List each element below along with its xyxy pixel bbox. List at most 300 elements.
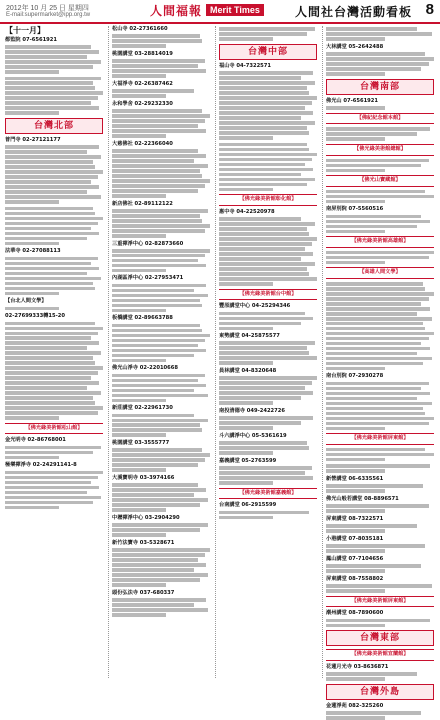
column-3 bbox=[219, 26, 317, 678]
event-text-line bbox=[5, 501, 93, 505]
temple-listing bbox=[326, 282, 434, 370]
temple-listing bbox=[5, 248, 103, 295]
event-text-line bbox=[326, 458, 385, 462]
event-text-line bbox=[5, 262, 91, 266]
event-text-line bbox=[326, 282, 423, 286]
event-text-line bbox=[112, 224, 210, 228]
event-text-line bbox=[326, 327, 425, 331]
event-text-line bbox=[326, 72, 385, 76]
temple-name: 新營講堂 06-6335561 bbox=[326, 475, 384, 482]
temple-listing bbox=[112, 475, 210, 512]
event-text-line bbox=[112, 508, 166, 512]
event-text-line bbox=[219, 116, 301, 120]
column-4 bbox=[326, 26, 434, 709]
temple-name: 斗六講淨中心 05-5361619 bbox=[219, 432, 287, 439]
temple-listing bbox=[5, 37, 103, 74]
event-text-line bbox=[326, 412, 425, 416]
event-text-line bbox=[112, 44, 166, 48]
event-text-line bbox=[112, 433, 166, 437]
event-text-line bbox=[112, 289, 194, 293]
temple-listing bbox=[219, 209, 317, 286]
temple-listing bbox=[112, 101, 210, 138]
event-text-line bbox=[219, 396, 301, 400]
temple-name: 桃園講堂 03-3555777 bbox=[112, 440, 170, 447]
temple-listing bbox=[326, 127, 434, 141]
temple-listing bbox=[112, 405, 210, 437]
temple-listing bbox=[112, 365, 210, 402]
event-text-line bbox=[5, 160, 93, 164]
temple-name: 02-27699333轉15-20 bbox=[5, 313, 66, 320]
page-number: 8 bbox=[425, 1, 434, 18]
temple-listing bbox=[326, 536, 434, 553]
event-text-line bbox=[5, 396, 93, 400]
column-divider bbox=[108, 26, 109, 678]
event-text-line bbox=[5, 175, 98, 179]
event-text-line bbox=[112, 64, 198, 68]
event-text-line bbox=[5, 106, 99, 110]
event-text-line bbox=[5, 227, 91, 231]
event-text-line bbox=[326, 37, 385, 41]
event-text-line bbox=[5, 91, 103, 95]
event-text-line bbox=[219, 71, 313, 75]
event-text-line bbox=[219, 126, 307, 130]
event-text-line bbox=[219, 356, 317, 360]
temple-name: 鳳山講堂 07-7104656 bbox=[326, 555, 384, 562]
event-text-line bbox=[219, 277, 317, 281]
event-text-line bbox=[5, 366, 103, 370]
event-text-line bbox=[5, 332, 98, 336]
event-text-line bbox=[326, 624, 385, 628]
event-text-line bbox=[219, 262, 315, 266]
temple-listing bbox=[219, 303, 317, 330]
event-text-line bbox=[219, 91, 309, 95]
event-text-line bbox=[326, 469, 385, 473]
event-text-line bbox=[219, 451, 273, 455]
gallery-section-heading: 【佛光緣美術館嘉義館】 bbox=[219, 488, 317, 500]
event-text-line bbox=[219, 153, 317, 157]
gallery-section-heading: 【佛光緣美術館台中館】 bbox=[219, 289, 317, 301]
event-text-line bbox=[5, 307, 59, 311]
event-text-line bbox=[5, 101, 91, 105]
event-text-line bbox=[326, 417, 434, 421]
temple-name: 台南講堂 06-2915599 bbox=[219, 502, 277, 509]
event-text-line bbox=[326, 251, 434, 255]
temple-listing bbox=[219, 408, 317, 430]
event-text-line bbox=[5, 217, 103, 221]
event-text-line bbox=[326, 402, 432, 406]
temple-listing bbox=[219, 63, 317, 140]
event-text-line bbox=[219, 168, 313, 172]
event-text-line bbox=[219, 376, 317, 380]
event-text-line bbox=[112, 74, 166, 78]
event-text-line bbox=[326, 569, 385, 573]
event-text-line bbox=[326, 489, 385, 493]
event-text-line bbox=[112, 334, 210, 338]
temple-listing bbox=[112, 315, 210, 362]
gallery-section-heading: 【佛光緣美術館高雄館】 bbox=[326, 236, 434, 248]
event-text-line bbox=[326, 200, 385, 204]
event-text-line bbox=[112, 578, 200, 582]
event-text-line bbox=[219, 178, 315, 182]
event-text-line bbox=[5, 411, 98, 415]
event-text-line bbox=[112, 209, 208, 213]
event-text-line bbox=[326, 106, 385, 110]
event-text-line bbox=[5, 406, 103, 410]
temple-listing bbox=[326, 27, 434, 41]
event-text-line bbox=[5, 496, 101, 500]
event-text-line bbox=[326, 544, 425, 548]
event-text-line bbox=[5, 351, 101, 355]
temple-name: 三重禪淨中心 02-82873660 bbox=[112, 240, 184, 247]
event-text-line bbox=[326, 322, 423, 326]
event-text-line bbox=[112, 174, 202, 178]
event-text-line bbox=[219, 391, 313, 395]
event-text-line bbox=[326, 397, 417, 401]
event-text-line bbox=[112, 458, 205, 462]
event-text-line bbox=[112, 399, 166, 403]
temple-listing bbox=[112, 440, 210, 472]
event-text-line bbox=[112, 419, 208, 423]
event-text-line bbox=[326, 297, 429, 301]
event-text-line bbox=[219, 327, 273, 331]
event-text-line bbox=[112, 259, 198, 263]
event-text-line bbox=[112, 184, 205, 188]
temple-name: 南台別院 07-2930278 bbox=[326, 373, 384, 380]
event-text-line bbox=[219, 247, 305, 251]
event-text-line bbox=[5, 327, 103, 331]
region-banner: 台灣南部 bbox=[326, 79, 434, 95]
event-text-line bbox=[5, 45, 91, 49]
event-text-line bbox=[219, 426, 273, 430]
temple-name: 【台北人間文學】 bbox=[5, 298, 47, 305]
event-text-line bbox=[5, 486, 99, 490]
event-text-line bbox=[5, 446, 101, 450]
event-text-line bbox=[326, 564, 421, 568]
event-text-line bbox=[5, 456, 59, 460]
event-text-line bbox=[5, 336, 91, 340]
event-text-line bbox=[326, 57, 434, 61]
event-text-line bbox=[112, 39, 202, 43]
event-text-line bbox=[112, 119, 205, 123]
event-text-line bbox=[326, 332, 434, 336]
event-text-line bbox=[112, 503, 200, 507]
event-text-line bbox=[326, 307, 430, 311]
event-text-line bbox=[219, 188, 273, 192]
event-text-line bbox=[5, 376, 91, 380]
event-text-line bbox=[112, 324, 200, 328]
event-text-line bbox=[219, 143, 307, 147]
event-text-line bbox=[5, 70, 59, 74]
event-text-line bbox=[5, 287, 95, 291]
temple-name: 屏東講堂 08-7322571 bbox=[326, 515, 384, 522]
temple-listing bbox=[112, 141, 210, 198]
event-text-line bbox=[219, 481, 273, 485]
temple-listing bbox=[326, 556, 434, 573]
event-text-line bbox=[326, 529, 385, 533]
event-text-line bbox=[5, 242, 59, 246]
event-text-line bbox=[5, 356, 93, 360]
event-text-line bbox=[5, 277, 101, 281]
temple-name: 新莊講堂 02-22961730 bbox=[112, 405, 173, 412]
event-text-line bbox=[326, 504, 429, 508]
event-text-line bbox=[112, 34, 200, 38]
event-text-line bbox=[326, 230, 385, 234]
event-text-line bbox=[112, 608, 208, 612]
event-text-line bbox=[112, 229, 205, 233]
temple-name: 大林講堂 05-2642488 bbox=[326, 43, 384, 50]
event-text-line bbox=[112, 214, 200, 218]
event-text-line bbox=[112, 299, 200, 303]
event-text-line bbox=[5, 371, 98, 375]
event-text-line bbox=[112, 189, 198, 193]
event-text-line bbox=[219, 322, 301, 326]
event-text-line bbox=[5, 155, 101, 159]
masthead-logo bbox=[150, 2, 264, 18]
event-text-line bbox=[219, 386, 305, 390]
event-text-line bbox=[5, 55, 87, 59]
event-text-line bbox=[112, 164, 208, 168]
column-1 bbox=[5, 26, 103, 678]
temple-listing bbox=[326, 159, 434, 173]
temple-listing bbox=[326, 464, 434, 473]
event-text-line bbox=[112, 349, 206, 353]
temple-listing bbox=[219, 433, 317, 455]
event-text-line bbox=[326, 169, 385, 173]
event-text-line bbox=[5, 200, 59, 204]
temple-name: 南屏別院 07-5560516 bbox=[326, 206, 384, 213]
event-text-line bbox=[219, 148, 309, 152]
event-text-line bbox=[112, 498, 208, 502]
event-text-line bbox=[5, 180, 91, 184]
event-text-line bbox=[219, 416, 313, 420]
event-text-line bbox=[219, 516, 273, 520]
event-text-line bbox=[112, 89, 194, 93]
event-text-line bbox=[5, 237, 87, 241]
event-text-line bbox=[326, 484, 423, 488]
event-text-line bbox=[112, 463, 198, 467]
event-text-line bbox=[5, 401, 95, 405]
event-text-line bbox=[219, 111, 313, 115]
event-text-line bbox=[326, 347, 430, 351]
temple-listing bbox=[112, 540, 210, 587]
event-text-line bbox=[5, 267, 99, 271]
event-text-line bbox=[326, 422, 429, 426]
temple-listing bbox=[219, 368, 317, 405]
event-text-line bbox=[326, 127, 430, 131]
event-text-line bbox=[112, 304, 202, 308]
temple-name: 金蓮淨苑 082-325260 bbox=[326, 702, 384, 709]
event-text-line bbox=[5, 471, 103, 475]
temple-listing bbox=[112, 515, 210, 537]
event-text-line bbox=[112, 94, 166, 98]
event-text-line bbox=[326, 677, 385, 681]
event-text-line bbox=[219, 96, 317, 100]
temple-listing bbox=[326, 190, 434, 204]
event-text-line bbox=[326, 287, 425, 291]
event-text-line bbox=[5, 322, 95, 326]
temple-listing bbox=[219, 502, 317, 519]
temple-name: 內湖區淨中心 02-27953471 bbox=[112, 275, 184, 282]
temple-name: 員林講堂 04-8320648 bbox=[219, 368, 277, 375]
event-text-line bbox=[326, 453, 434, 457]
event-text-line bbox=[112, 528, 200, 532]
gallery-section-heading: 【佛光緣美術館松山館】 bbox=[5, 423, 103, 435]
gallery-section-heading: 【高雄人間文學】 bbox=[326, 267, 434, 279]
event-text-line bbox=[112, 294, 208, 298]
event-text-line bbox=[326, 427, 385, 431]
event-text-line bbox=[326, 195, 434, 199]
event-text-line bbox=[112, 344, 198, 348]
event-text-line bbox=[5, 292, 59, 296]
event-text-line bbox=[326, 337, 429, 341]
event-text-line bbox=[326, 32, 432, 36]
event-text-line bbox=[326, 716, 385, 720]
event-text-line bbox=[326, 711, 421, 715]
temple-listing bbox=[326, 98, 434, 110]
event-text-line bbox=[112, 154, 206, 158]
event-text-line bbox=[5, 150, 87, 154]
event-text-line bbox=[112, 169, 200, 173]
temple-name: 佛光山淨寺 02-22010668 bbox=[112, 365, 178, 372]
event-text-line bbox=[5, 96, 98, 100]
temple-listing bbox=[326, 251, 434, 265]
event-text-line bbox=[112, 194, 166, 198]
region-banner: 台灣東部 bbox=[326, 630, 434, 646]
temple-listing bbox=[326, 373, 434, 430]
event-text-line bbox=[219, 222, 315, 226]
event-text-line bbox=[219, 32, 307, 36]
temple-name: 佛光山 07-6561921 bbox=[326, 97, 379, 104]
event-text-line bbox=[5, 222, 98, 226]
event-text-line bbox=[5, 272, 87, 276]
event-text-line bbox=[326, 407, 423, 411]
gallery-section-heading: 【佛光緣美術館屏東館】 bbox=[326, 596, 434, 608]
event-text-line bbox=[112, 124, 198, 128]
temple-name: 大慈佛社 02-22366040 bbox=[112, 140, 173, 147]
event-text-line bbox=[5, 481, 91, 485]
event-text-line bbox=[326, 62, 429, 66]
temple-name: 永和學舍 02-29232330 bbox=[112, 100, 173, 107]
temple-listing bbox=[5, 77, 103, 115]
event-text-line bbox=[112, 354, 194, 358]
event-text-line bbox=[5, 212, 95, 216]
temple-listing bbox=[5, 137, 103, 204]
event-text-line bbox=[5, 391, 101, 395]
temple-listing bbox=[112, 590, 210, 617]
gallery-section-heading: 【佛光緣美術館總館】 bbox=[326, 144, 434, 156]
event-text-line bbox=[112, 219, 202, 223]
event-text-line bbox=[326, 672, 417, 676]
event-text-line bbox=[326, 137, 385, 141]
event-text-line bbox=[112, 468, 166, 472]
event-text-line bbox=[5, 165, 95, 169]
temple-name: 新竹法寶寺 03-5328671 bbox=[112, 539, 175, 546]
event-text-line bbox=[5, 341, 99, 345]
temple-listing bbox=[326, 206, 434, 233]
event-text-line bbox=[112, 249, 210, 253]
temple-name: 中壢禪淨中心 03-2904290 bbox=[112, 514, 180, 521]
event-text-line bbox=[112, 548, 210, 552]
event-text-line bbox=[326, 382, 429, 386]
event-text-line bbox=[112, 234, 166, 238]
event-text-line bbox=[5, 50, 99, 54]
event-text-line bbox=[112, 69, 206, 73]
event-text-line bbox=[219, 272, 309, 276]
event-text-line bbox=[219, 76, 301, 80]
event-text-line bbox=[326, 67, 421, 71]
event-text-line bbox=[326, 190, 425, 194]
event-text-line bbox=[5, 111, 59, 115]
temple-name: 惠中寺 04-22520978 bbox=[219, 208, 275, 215]
event-text-line bbox=[5, 190, 87, 194]
temple-listing bbox=[219, 458, 317, 485]
temple-name: 屏東講堂 08-7558802 bbox=[326, 575, 384, 582]
temple-name: 花蓮月光寺 03-8636871 bbox=[326, 663, 389, 670]
gallery-section-heading: 【佛光緣美術館屏東館】 bbox=[326, 433, 434, 445]
event-text-line bbox=[5, 86, 95, 90]
temple-listing bbox=[5, 462, 103, 509]
temple-name: 南投清德寺 049-2422726 bbox=[219, 407, 285, 414]
temple-name: 普門寺 02-27121177 bbox=[5, 136, 61, 143]
event-text-line bbox=[112, 254, 205, 258]
event-text-line bbox=[326, 256, 429, 260]
event-text-line bbox=[5, 361, 95, 365]
event-text-line bbox=[112, 379, 198, 383]
event-text-line bbox=[326, 302, 421, 306]
event-text-line bbox=[5, 170, 103, 174]
event-text-line bbox=[112, 603, 194, 607]
region-banner: 台灣中部 bbox=[219, 44, 317, 60]
temple-name: 頭份弘法寺 037-680337 bbox=[112, 589, 175, 596]
temple-listing bbox=[326, 610, 434, 627]
temple-name: 極樂禪淨寺 02-24291141-8 bbox=[5, 462, 77, 469]
event-text-line bbox=[326, 589, 385, 593]
event-text-line bbox=[219, 267, 307, 271]
region-banner: 台灣北部 bbox=[5, 118, 103, 134]
event-text-line bbox=[5, 476, 98, 480]
event-text-line bbox=[5, 81, 93, 85]
page-header bbox=[0, 0, 440, 24]
event-text-line bbox=[112, 414, 194, 418]
event-text-line bbox=[112, 129, 206, 133]
event-text-line bbox=[219, 173, 301, 177]
temple-name: 豐原講堂中心 04-25294346 bbox=[219, 303, 291, 310]
event-text-line bbox=[326, 52, 425, 56]
temple-name: 法華寺 02-27088113 bbox=[5, 248, 61, 255]
event-text-line bbox=[112, 488, 206, 492]
event-text-line bbox=[112, 159, 194, 163]
event-text-line bbox=[5, 451, 93, 455]
column-divider bbox=[215, 26, 216, 678]
event-text-line bbox=[112, 264, 206, 268]
event-text-line bbox=[112, 568, 194, 572]
event-text-line bbox=[219, 381, 312, 385]
event-text-line bbox=[5, 185, 99, 189]
event-text-line bbox=[112, 558, 198, 562]
event-text-line bbox=[326, 509, 385, 513]
event-text-line bbox=[219, 227, 307, 231]
event-text-line bbox=[112, 533, 166, 537]
event-text-line bbox=[219, 312, 305, 316]
event-text-line bbox=[219, 317, 313, 321]
event-text-line bbox=[112, 339, 205, 343]
event-text-line bbox=[112, 598, 206, 602]
event-text-line bbox=[112, 389, 194, 393]
temple-listing bbox=[326, 448, 434, 462]
event-text-line bbox=[219, 131, 309, 135]
temple-listing bbox=[219, 27, 317, 41]
temple-listing bbox=[326, 476, 434, 493]
